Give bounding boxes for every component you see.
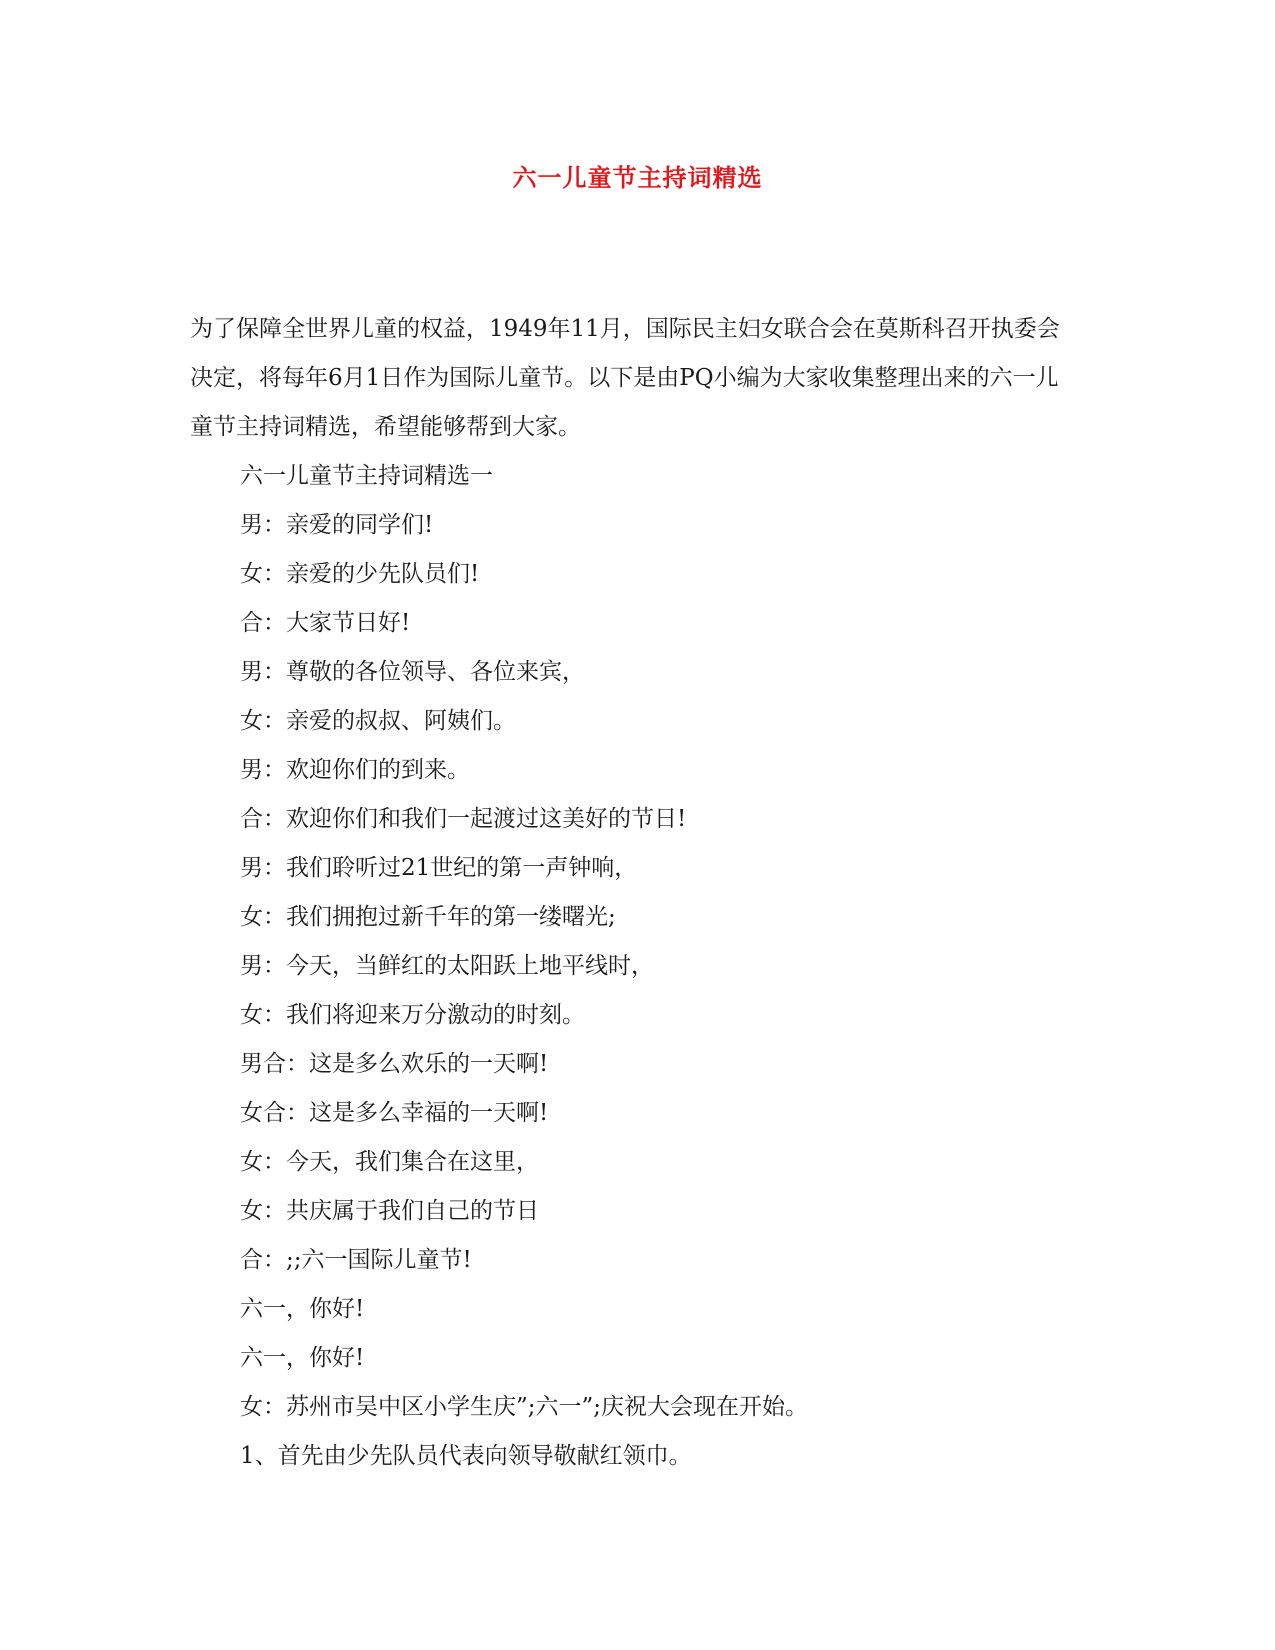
script-line: 男合：这是多么欢乐的一天啊!	[240, 1051, 549, 1077]
script-line: 男：今天，当鲜红的太阳跃上地平线时，	[240, 953, 654, 979]
script-line: 男：我们聆听过21世纪的第一声钟响，	[240, 855, 638, 881]
script-line: 女合：这是多么幸福的一天啊!	[240, 1100, 549, 1126]
script-line: 男：欢迎你们的到来。	[240, 757, 470, 783]
script-line: 合：;;六一国际儿童节!	[240, 1247, 472, 1273]
section-heading: 六一儿童节主持词精选一	[240, 463, 493, 489]
script-line: 女：亲爱的叔叔、阿姨们。	[240, 708, 516, 734]
script-line: 男：尊敬的各位领导、各位来宾，	[240, 659, 585, 685]
script-line: 合：欢迎你们和我们一起渡过这美好的节日!	[240, 806, 687, 832]
script-line: 女：苏州市吴中区小学生庆”;六一”;庆祝大会现在开始。	[240, 1394, 809, 1420]
script-line: 六一，你好!	[240, 1296, 365, 1322]
document-title: 六一儿童节主持词精选	[512, 163, 763, 192]
script-lines	[240, 452, 1070, 1481]
script-line: 女：我们将迎来万分激动的时刻。	[240, 1002, 585, 1028]
script-line: 合：大家节日好!	[240, 610, 411, 636]
script-line: 六一，你好!	[240, 1345, 365, 1371]
script-line: 女：今天，我们集合在这里，	[240, 1149, 539, 1175]
script-line: 女：共庆属于我们自己的节日	[240, 1198, 539, 1224]
script-line: 女：我们拥抱过新千年的第一缕曙光;	[240, 904, 616, 930]
script-line: 男：亲爱的同学们!	[240, 512, 434, 538]
script-line: 女：亲爱的少先队员们!	[240, 561, 480, 587]
script-line: 1、首先由少先队员代表向领导敬献红领巾。	[240, 1443, 692, 1469]
intro-paragraph: 为了保障全世界儿童的权益，1949年11月，国际民主妇女联合会在莫斯科召开执委会决定，将每年6月1日作为国际儿童节。以下是由PQ小编为大家收集整理出来的六一儿童节主持词精选，希望能够帮到大家。	[190, 316, 1060, 440]
